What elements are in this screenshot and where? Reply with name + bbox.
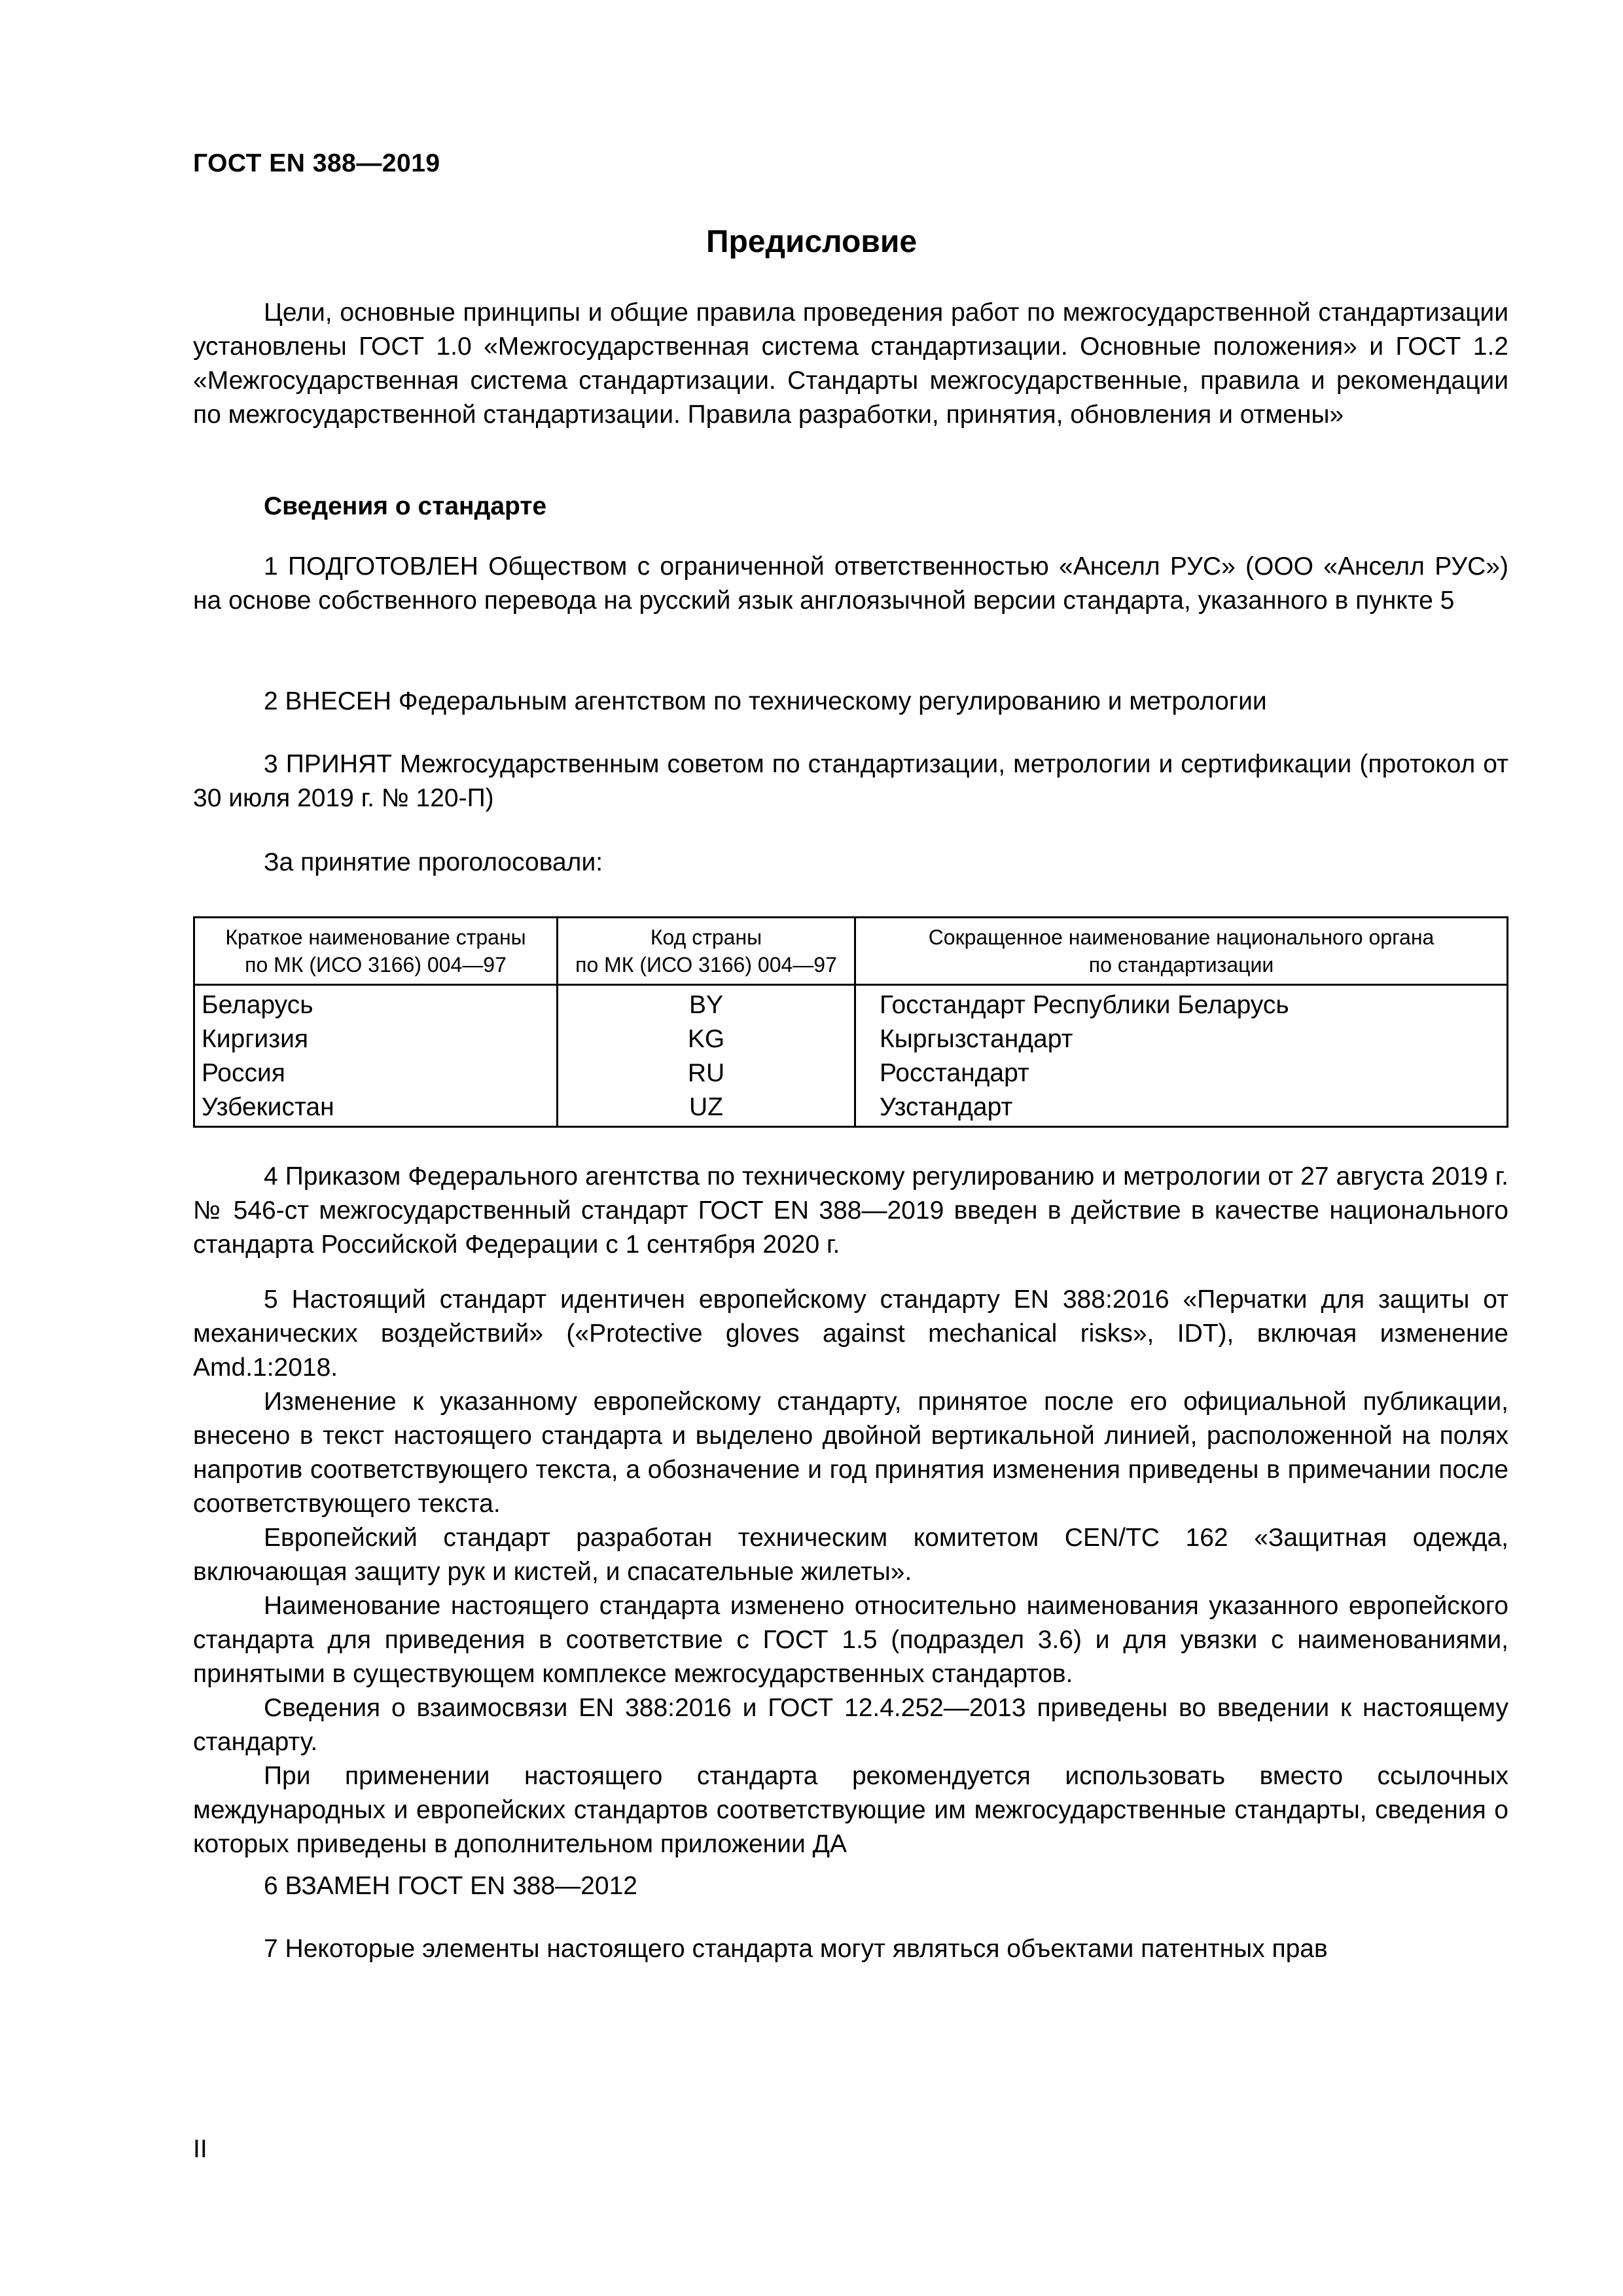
cell-body: Узстандарт [855, 1090, 1508, 1127]
cell-code: RU [558, 1056, 855, 1090]
voting-countries-table [193, 916, 1508, 1128]
item-5-paragraph: Сведения о взаимосвязи EN 388:2016 и ГОСТ 12.4.252—2013 приведены во введении к настоящему стандарту. [193, 1694, 1508, 1756]
item-5-paragraph: Изменение к указанному европейскому стандарту, принятое после его официальной публикации, внесено в текст настоящего стандарта и выделено двойной вертикальной линией, расположенной на полях напротив соответствующего текста, а обозначение и год принятия изменения приведены в примечании после соответствующего текста. [193, 1388, 1508, 1518]
cell-country: Узбекистан [194, 1090, 558, 1127]
column-header-country [194, 918, 558, 985]
cell-body: Кыргызстандарт [855, 1022, 1508, 1056]
item-5-block [0, 1283, 1508, 1861]
document-code: ГОСТ EN 388—2019 [193, 149, 440, 177]
votes-label: За принятие проголосовали: [264, 848, 603, 876]
page-title: Предисловие [705, 224, 918, 259]
cell-country: Россия [194, 1056, 558, 1090]
cell-body: Росстандарт [855, 1056, 1508, 1090]
cell-code: KG [558, 1022, 855, 1056]
column-header-body [855, 918, 1508, 985]
cell-country: Беларусь [194, 985, 558, 1023]
page-number: II [193, 2135, 207, 2163]
item-5-paragraph: Европейский стандарт разработан техническим комитетом CEN/TC 162 «Защитная одежда, включающая защиту рук и кистей, и спасательные жилеты». [193, 1524, 1508, 1586]
info-heading: Сведения о стандарте [264, 492, 547, 520]
column-header-line: по стандартизации [1088, 953, 1274, 977]
column-header-line: Код страны [650, 925, 762, 949]
cell-code: UZ [558, 1090, 855, 1127]
item-2-submitted: 2 ВНЕСЕН Федеральным агентством по техническому регулированию и метрологии [264, 687, 1267, 715]
item-1-prepared: 1 ПОДГОТОВЛЕН Обществом с ограниченной ответственностью «Анселл РУС» (ООО «Анселл РУС») на основе собственного перевода на русский язык англоязычной версии стандарта, указанного в пункте 5 [193, 552, 1508, 615]
cell-body: Госстандарт Республики Беларусь [855, 985, 1508, 1023]
item-5-paragraph: Наименование настоящего стандарта изменено относительно наименования указанного европейского стандарта для приведения в соответствие с ГОСТ 1.5 (подраздел 3.6) и для увязки с наименованиями, принятыми в существующем комплексе межгосударственных стандартов. [193, 1592, 1508, 1688]
item-4-order: 4 Приказом Федерального агентства по техническому регулированию и метрологии от 27 августа 2019 г. № 546-ст межгосударственный стандарт ГОСТ EN 388—2019 введен в действие в качестве национального стандарта Российской Федерации с 1 сентября 2020 г. [193, 1162, 1508, 1259]
item-5-paragraph: 5 Настоящий стандарт идентичен европейскому стандарту EN 388:2016 «Перчатки для защиты от механических воздействий» («Protective gloves against mechanical risks», IDT), включая изменение Amd.1:2018. [193, 1285, 1508, 1382]
table-row [194, 1056, 1508, 1090]
item-7-patents: 7 Некоторые элементы настоящего стандарта могут являться объектами патентных прав [264, 1935, 1328, 1963]
column-header-line: по МК (ИСО 3166) 004—97 [575, 953, 837, 977]
column-header-line: Сокращенное наименование национального органа [928, 925, 1435, 949]
cell-code: BY [558, 985, 855, 1023]
item-3-adopted: 3 ПРИНЯТ Межгосударственным советом по стандартизации, метрологии и сертификации (протокол от 30 июля 2019 г. № 120-П) [193, 750, 1508, 812]
intro-paragraph: Цели, основные принципы и общие правила проведения работ по межгосударственной стандартизации установлены ГОСТ 1.0 «Межгосударственная система стандартизации. Основные положения» и ГОСТ 1.2 «Межгосударственная система стандартизации. Стандарты межгосударственные, правила и рекомендации по межгосударственной стандартизации. Правила разработки, принятия, обновления и отмены» [193, 298, 1508, 429]
table-header-row [194, 918, 1508, 985]
column-header-line: по МК (ИСО 3166) 004—97 [245, 953, 507, 977]
item-6-replaces: 6 ВЗАМЕН ГОСТ EN 388—2012 [264, 1872, 637, 1900]
cell-country: Киргизия [194, 1022, 558, 1056]
column-header-code [558, 918, 855, 985]
table-row [194, 985, 1508, 1023]
table-row [194, 1022, 1508, 1056]
item-5-paragraph: При применении настоящего стандарта рекомендуется использовать вместо ссылочных международных и европейских стандартов соответствующие им межгосударственные стандарты, сведения о которых приведены в дополнительном приложении ДА [193, 1762, 1508, 1858]
column-header-line: Краткое наименование страны [225, 925, 526, 949]
table-row [194, 1090, 1508, 1127]
